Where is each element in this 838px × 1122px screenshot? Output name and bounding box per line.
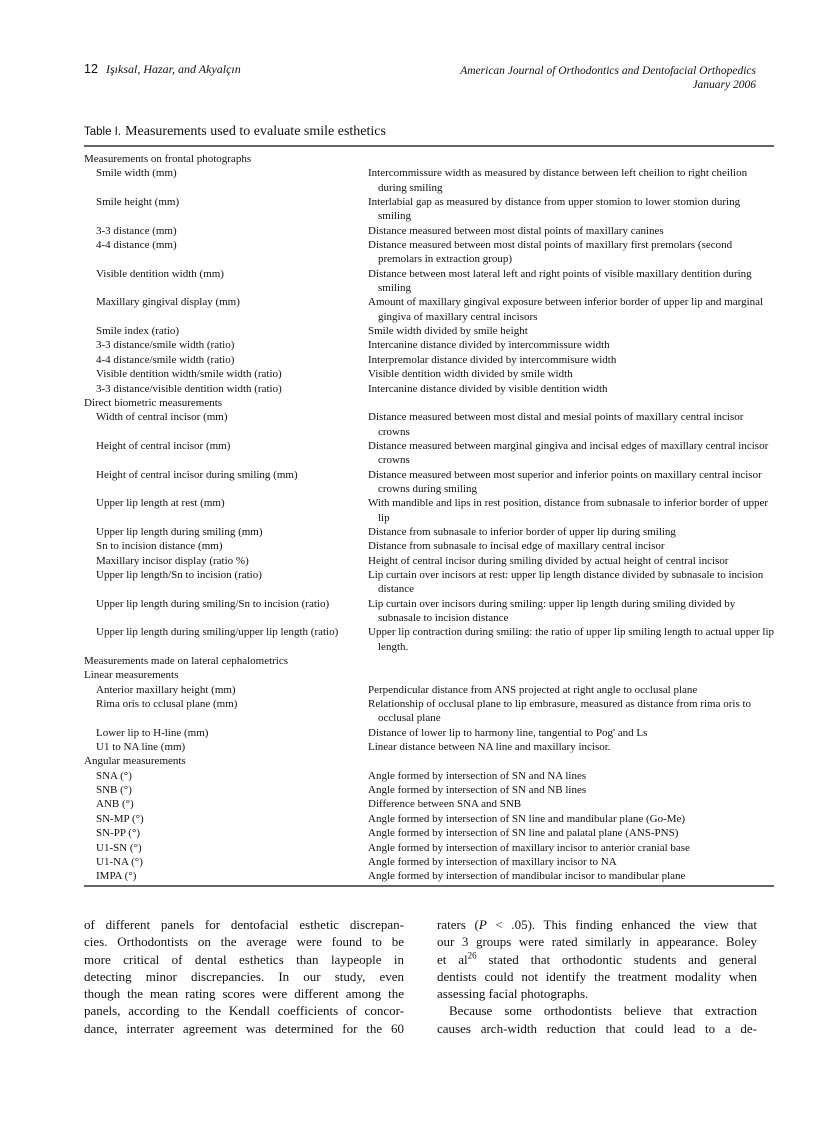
measurement-description: Angle formed by intersection of maxillary incisor to NA — [368, 855, 617, 868]
measurements-table — [84, 152, 774, 884]
measurement-name: Smile width (mm) — [96, 167, 177, 180]
measurement-description: Upper lip contraction during smiling: the ratio of upper lip smiling length to actual upper lip length. — [368, 626, 775, 653]
table-bottom-rule — [84, 885, 774, 887]
body-line: detecting minor discrepancies. In our study, even — [84, 968, 404, 984]
table-top-rule — [84, 145, 774, 147]
body-line: of different panels for dentofacial esthetic discrepan- — [84, 917, 404, 932]
table-row — [84, 396, 774, 410]
body-line: Because some orthodontists believe that extraction — [449, 1003, 757, 1019]
text: et al — [437, 951, 468, 967]
measurement-description: Lip curtain over incisors during smiling: upper lip length during smiling divided by subnasale to incision distance — [368, 597, 736, 624]
body-line — [437, 951, 757, 968]
measurement-description: Angle formed by intersection of SN and NB lines — [368, 784, 587, 797]
measurement-name: 3-3 distance (mm) — [96, 224, 177, 237]
measurement-description: Distance measured between most distal and mesial points of maxillary central incisor crowns — [368, 411, 744, 438]
measurement-description: Intercommissure width as measured by distance between left cheilion to right cheilion during smiling — [368, 167, 748, 194]
measurement-name: 3-3 distance/visible dentition width (ratio) — [96, 382, 282, 395]
citation-superscript: 26 — [467, 950, 477, 961]
measurement-description: Distance between most lateral left and right points of visible maxillary dentition during smiling — [368, 267, 752, 295]
body-line: dance, interrater agreement was determined for the 60 — [84, 1020, 404, 1036]
table-row — [84, 468, 774, 497]
measurement-name: Upper lip length during smiling (mm) — [96, 525, 263, 538]
table-row — [84, 869, 774, 883]
table-row — [84, 324, 774, 338]
measurement-description: Intercanine distance divided by intercommissure width — [368, 339, 610, 352]
section-heading: Linear measurements — [84, 669, 179, 682]
table-row — [84, 338, 774, 352]
table-row — [84, 740, 774, 754]
table-row — [84, 668, 774, 682]
measurement-name: 4-4 distance (mm) — [96, 239, 177, 252]
table-row — [84, 554, 774, 568]
running-head-journal — [460, 64, 756, 92]
measurement-name: SNA (°) — [96, 769, 132, 782]
table-row — [84, 152, 774, 166]
measurement-name: Visible dentition width/smile width (ratio) — [96, 368, 282, 381]
measurement-name: Maxillary gingival display (mm) — [96, 296, 240, 309]
section-heading: Angular measurements — [84, 755, 186, 768]
table-row — [84, 353, 774, 367]
table-row — [84, 625, 774, 654]
table-title: Measurements used to evaluate smile esthetics — [125, 124, 386, 139]
table-row — [84, 382, 774, 396]
measurement-name: Width of central incisor (mm) — [96, 411, 228, 424]
table-row — [84, 267, 774, 296]
table-row — [84, 410, 774, 439]
table-row — [84, 855, 774, 869]
measurement-description: Distance measured between most distal points of maxillary first premolars (second premolars in extraction group) — [368, 239, 733, 266]
text: stated that orthodontic students and general — [476, 951, 757, 967]
issue-date: January 2006 — [692, 79, 756, 91]
table-row — [84, 812, 774, 826]
measurement-description: Distance measured between most superior and inferior points on maxillary central incisor crowns during smiling — [368, 468, 762, 495]
measurement-description: Difference between SNA and SNB — [368, 798, 522, 811]
body-line: assessing facial photographs. — [437, 986, 589, 1002]
running-head-authors: Işıksal, Hazar, and Akyalçın — [106, 62, 241, 76]
text: < .05). This finding enhanced the view that — [486, 917, 757, 932]
measurement-name: IMPA (°) — [96, 870, 137, 883]
measurement-description: Height of central incisor during smiling divided by actual height of central incisor — [368, 554, 729, 567]
table-row — [84, 654, 774, 668]
measurement-description: Interpremolar distance divided by intercommisure width — [368, 353, 617, 366]
body-line: though the mean rating scores were different among the — [84, 986, 404, 1002]
measurement-name: U1 to NA line (mm) — [96, 741, 186, 754]
measurement-description: Distance from subnasale to inferior border of upper lip during smiling — [368, 525, 676, 538]
table-row — [84, 439, 774, 468]
measurement-name: U1-SN (°) — [96, 841, 142, 854]
body-line — [437, 916, 757, 933]
body-line: cies. Orthodontists on the average were found to be — [84, 934, 404, 950]
journal-name: American Journal of Orthodontics and Dentofacial Orthopedics — [460, 65, 756, 77]
body-column-right — [437, 916, 757, 1037]
measurement-name: Upper lip length at rest (mm) — [96, 497, 225, 510]
measurement-description: Smile width divided by smile height — [368, 325, 528, 338]
table-row — [84, 726, 774, 740]
measurement-name: Upper lip length during smiling/Sn to incision (ratio) — [96, 597, 330, 610]
table-row — [84, 683, 774, 697]
table-row — [84, 754, 774, 768]
measurement-description: Angle formed by intersection of mandibular incisor to mandibular plane — [368, 870, 686, 883]
measurement-description: Distance measured between marginal gingiva and incisal edges of maxillary central incisor crowns — [368, 439, 769, 467]
text: raters ( — [437, 917, 479, 932]
body-line: our 3 groups were rated similarly in appearance. Boley — [437, 934, 757, 950]
measurement-name: SN-PP (°) — [96, 827, 141, 840]
table-row — [84, 597, 774, 626]
table-row — [84, 769, 774, 783]
page-number: 12 — [84, 62, 98, 76]
body-line: dentists could not identify the treatment modality when — [437, 968, 757, 984]
measurement-description: Angle formed by intersection of SN line and mandibular plane (Go-Me) — [368, 812, 686, 825]
measurement-name: Height of central incisor during smiling (mm) — [96, 468, 298, 481]
measurement-description: Distance measured between most distal points of maxillary canines — [368, 224, 664, 237]
measurement-name: Visible dentition width (mm) — [96, 267, 224, 280]
measurement-name: 3-3 distance/smile width (ratio) — [96, 339, 235, 352]
measurement-name: Lower lip to H-line (mm) — [96, 726, 209, 739]
measurement-name: Upper lip length during smiling/upper lip length (ratio) — [96, 626, 339, 639]
table-row — [84, 841, 774, 855]
measurement-description: Amount of maxillary gingival exposure between inferior border of upper lip and marginal gingiva of maxillary central incisors — [368, 296, 764, 323]
measurement-name: Height of central incisor (mm) — [96, 439, 231, 452]
measurement-description: With mandible and lips in rest position, distance from subnasale to inferior border of upper lip — [368, 497, 769, 524]
measurement-name: Smile index (ratio) — [96, 325, 180, 338]
measurement-name: Rima oris to cclusal plane (mm) — [96, 698, 238, 711]
measurement-name: 4-4 distance/smile width (ratio) — [96, 353, 235, 366]
body-column-left — [84, 916, 404, 1037]
table-row — [84, 826, 774, 840]
table-row — [84, 697, 774, 726]
table-row — [84, 224, 774, 238]
body-line: more critical of dental esthetics than laypeople in — [84, 951, 404, 967]
measurement-name: Maxillary incisor display (ratio %) — [96, 554, 249, 567]
measurement-name: SNB (°) — [96, 784, 132, 797]
measurement-description: Angle formed by intersection of maxillary incisor to anterior cranial base — [368, 841, 690, 854]
measurement-description: Perpendicular distance from ANS projected at right angle to occlusal plane — [368, 683, 698, 696]
measurement-description: Lip curtain over incisors at rest: upper lip length distance divided by subnasale to incision distance — [368, 568, 764, 596]
measurement-description: Interlabial gap as measured by distance from upper stomion to lower stomion during smiling — [368, 196, 741, 223]
measurement-description: Angle formed by intersection of SN line and palatal plane (ANS-PNS) — [368, 827, 679, 840]
measurement-description: Visible dentition width divided by smile width — [368, 368, 573, 381]
table-row — [84, 238, 774, 267]
measurement-name: U1-NA (°) — [96, 855, 143, 868]
table-row — [84, 525, 774, 539]
table-row — [84, 539, 774, 553]
section-heading: Direct biometric measurements — [84, 396, 223, 409]
body-line: causes arch-width reduction that could lead to a de- — [437, 1020, 757, 1036]
measurement-description: Distance of lower lip to harmony line, tangential to Pog' and Ls — [368, 726, 648, 739]
table-row — [84, 797, 774, 811]
section-heading: Measurements made on lateral cephalometrics — [84, 655, 289, 668]
table-label: Table I. — [84, 126, 122, 138]
measurement-description: Intercanine distance divided by visible dentition width — [368, 382, 608, 395]
body-line: panels, according to the Kendall coefficients of concor- — [84, 1003, 404, 1019]
table-row — [84, 295, 774, 324]
measurement-name: Upper lip length/Sn to incision (ratio) — [96, 568, 262, 581]
table-caption — [84, 124, 386, 140]
measurement-description: Linear distance between NA line and maxillary incisor. — [368, 741, 611, 754]
measurement-name: ANB (°) — [96, 798, 134, 811]
table-row — [84, 496, 774, 525]
table-row — [84, 367, 774, 381]
table-row — [84, 568, 774, 597]
measurement-description: Angle formed by intersection of SN and NA lines — [368, 769, 587, 782]
measurement-description: Relationship of occlusal plane to lip embrasure, measured as distance from rima oris to occlusal plane — [368, 698, 752, 725]
table-row — [84, 783, 774, 797]
measurement-name: Smile height (mm) — [96, 196, 180, 209]
table-row — [84, 195, 774, 224]
measurement-name: Anterior maxillary height (mm) — [96, 683, 236, 696]
measurement-description: Distance from subnasale to incisal edge of maxillary central incisor — [368, 540, 665, 553]
section-heading: Measurements on frontal photographs — [84, 153, 252, 165]
table-row — [84, 166, 774, 195]
p-value-symbol: P — [478, 917, 487, 932]
measurement-name: SN-MP (°) — [96, 812, 144, 825]
measurement-name: Sn to incision distance (mm) — [96, 540, 223, 553]
